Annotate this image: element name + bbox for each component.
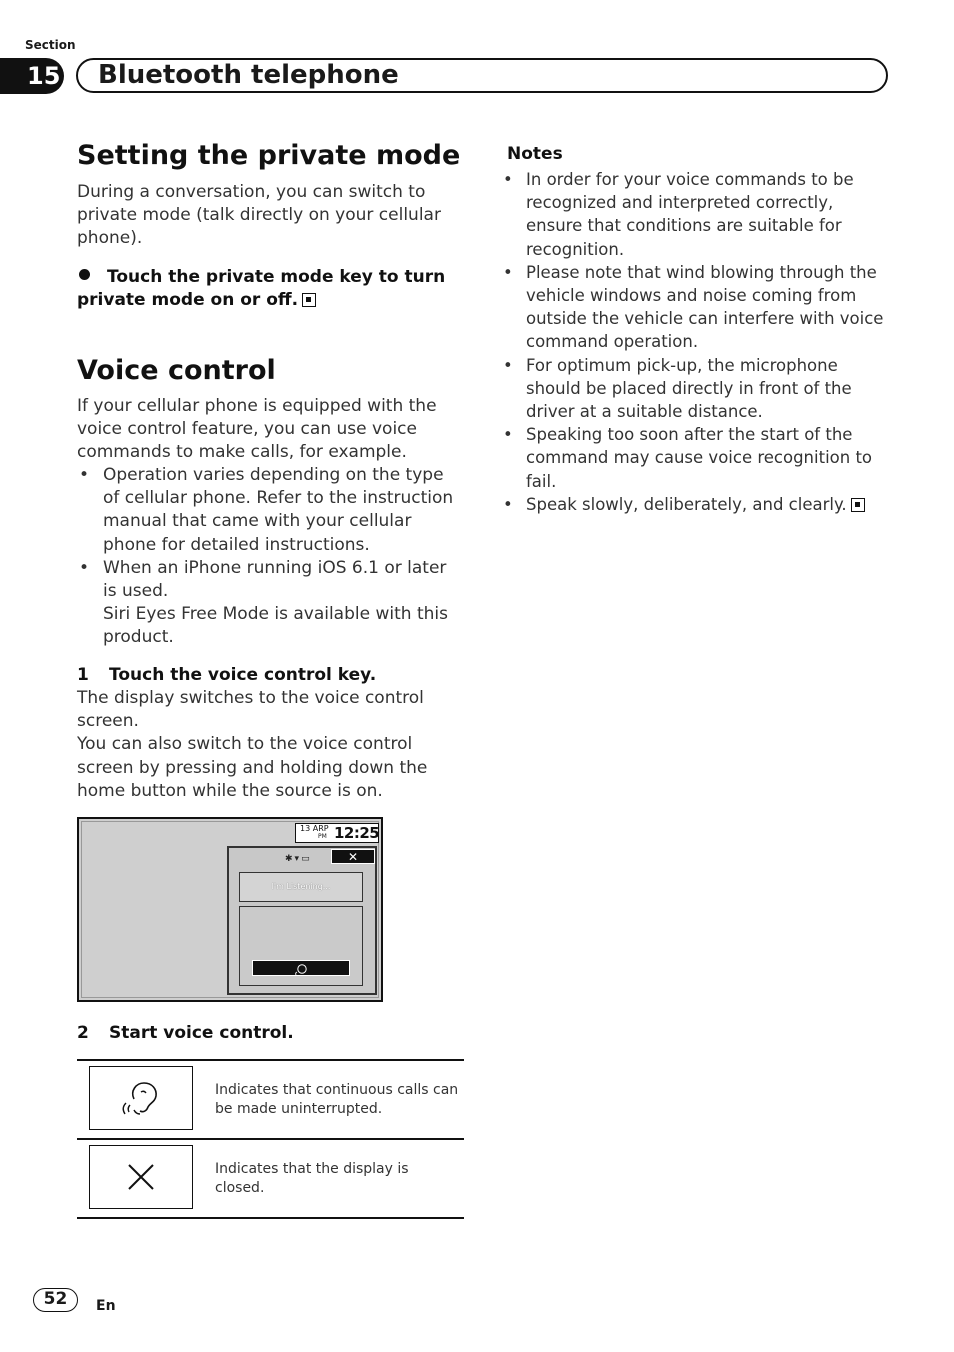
icon-table [77, 1059, 464, 1219]
step-1-text: The display switches to the voice control screen. You can also switch to the voice control screen by pressing and holding down the home button while the source is on. [77, 688, 428, 801]
icon-cell [89, 1145, 193, 1209]
page-number: 52 [33, 1288, 78, 1312]
private-mode-intro: During a conversation, you can switch to private mode (talk directly on your cellular phone). [77, 182, 441, 249]
listening-status: I'm Listening... [239, 872, 363, 902]
voice-control-window [227, 846, 377, 995]
private-mode-heading: Setting the private mode [77, 140, 461, 171]
list-item: • For optimum pick-up, the microphone should be placed directly in front of the driver at a suitable distance. [503, 355, 852, 422]
clock-display [295, 823, 379, 843]
notes-heading: Notes [507, 144, 563, 164]
close-button[interactable]: ✕ [331, 849, 375, 864]
list-item: • In order for your voice commands to be recognized and interpreted correctly, ensure that conditions are suitable for recognition. [503, 170, 854, 259]
battery-icon: ▭ [301, 854, 312, 864]
icon-description: Indicates that continuous calls can be made uninterrupted. [215, 1081, 459, 1117]
table-row [77, 1059, 464, 1138]
list-item: • Please note that wind blowing through the vehicle windows and noise coming from outside the vehicle can interfere with voice command operation. [503, 262, 884, 352]
bullet-dot [79, 269, 90, 280]
close-icon [126, 1162, 156, 1192]
voice-control-screen [77, 817, 383, 1002]
list-item: • Speaking too soon after the start of the command may cause voice recognition to fail. [503, 425, 873, 491]
icon-cell [89, 1066, 193, 1130]
list-item: • When an iPhone running iOS 6.1 or later is used. Siri Eyes Free Mode is available with this product. [79, 557, 448, 648]
end-mark-icon [851, 498, 865, 512]
continuous-call-icon [253, 962, 349, 976]
voice-control-bullets [78, 464, 464, 650]
table-row [77, 1138, 464, 1219]
clock-ampm: PM [318, 833, 327, 840]
private-mode-instruction-text: Touch the private mode key to turn private mode on or off. [77, 267, 446, 311]
list-item: • Operation varies depending on the type of cellular phone. Refer to the instruction manual that came with your cellular phone for detailed instructions. [79, 465, 454, 555]
bluetooth-icon: ✱ [285, 854, 295, 864]
section-label: Section [25, 38, 76, 52]
list-item: • Speak slowly, deliberately, and clearly. [505, 493, 891, 516]
signal-icon: ▾ [294, 854, 302, 864]
step-number: 2 [77, 1023, 89, 1043]
notes-list [505, 168, 891, 516]
language-label: En [96, 1298, 116, 1314]
step-number: 1 [77, 665, 89, 685]
section-title: Bluetooth telephone [76, 58, 888, 93]
list-item-continuation: Siri Eyes Free Mode is available with this product. [103, 604, 448, 648]
section-number-badge: 15 [0, 58, 64, 94]
private-mode-instruction [77, 266, 464, 312]
voice-control-intro: If your cellular phone is equipped with the voice control feature, you can use voice commands to make calls, for example. [77, 396, 437, 463]
step-1-title: 1 Touch the voice control key. [77, 664, 376, 687]
voice-panel [239, 906, 363, 986]
continuous-call-button[interactable] [252, 960, 350, 976]
clock-date: 13 ARP [300, 824, 329, 833]
clock-time: 12:25 [334, 824, 380, 842]
step-2-title: 2 Start voice control. [77, 1022, 294, 1045]
voice-control-heading: Voice control [77, 355, 276, 386]
status-icons [285, 854, 312, 864]
end-mark-icon [302, 293, 316, 307]
icon-description: Indicates that the display is closed. [215, 1160, 409, 1196]
continuous-call-icon [120, 1077, 162, 1119]
